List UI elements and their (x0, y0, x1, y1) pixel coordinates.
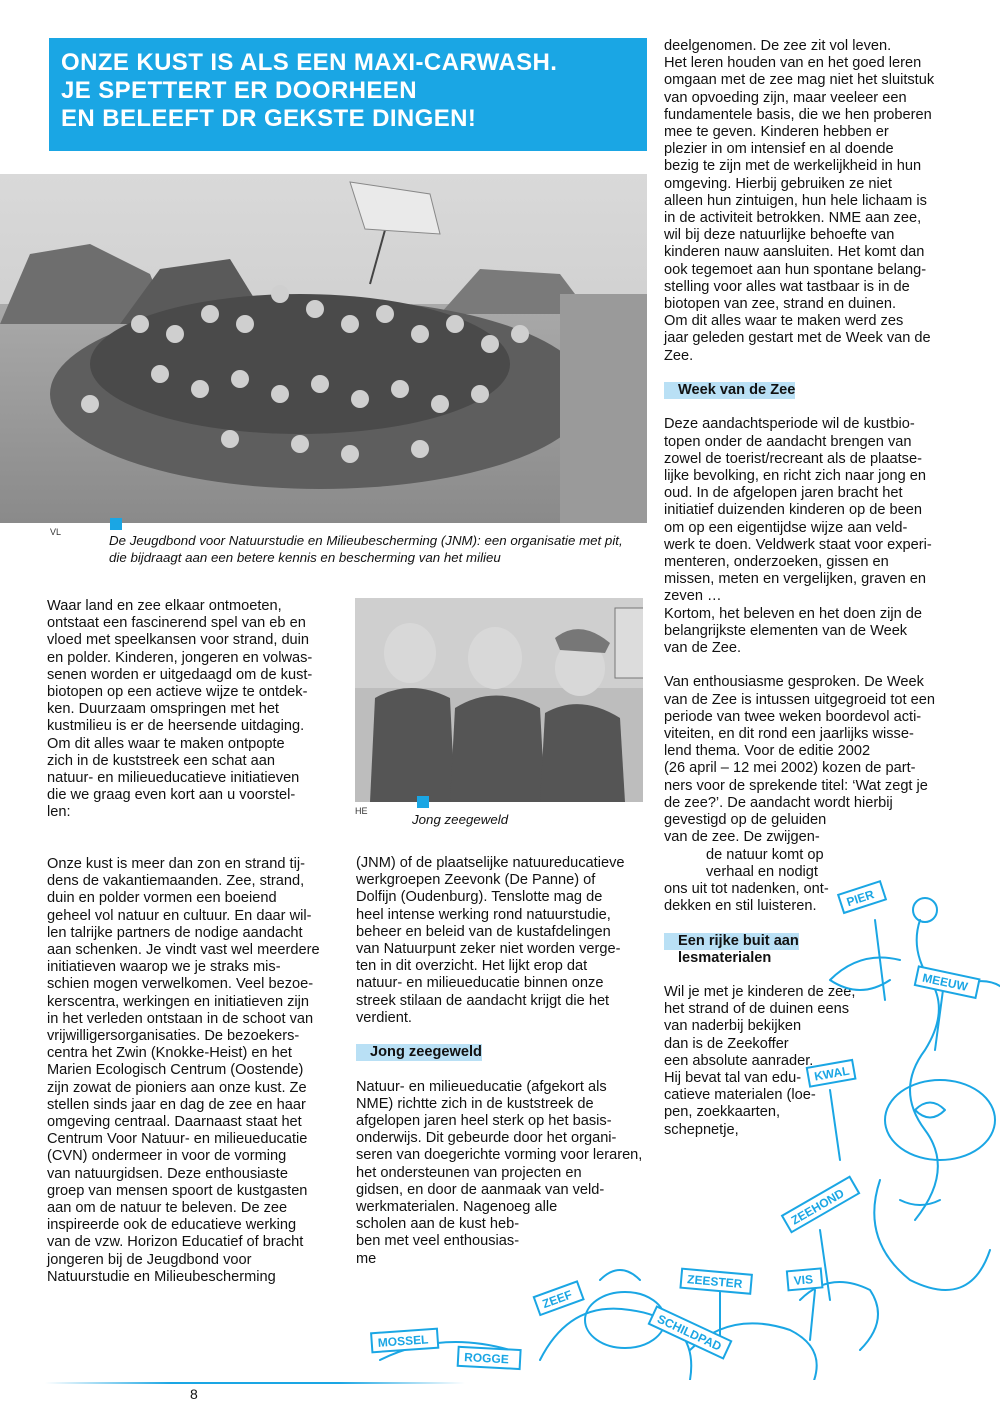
main-photo-caption (109, 532, 629, 566)
text-line: van naderbij bekijken (664, 1018, 802, 1035)
text-line: initiatieven waarop we je straks mis- (47, 959, 281, 976)
text-line: de zee?’. De aandacht wordt hierbij (664, 794, 893, 811)
text-line: omgeving. Hierbij gebruiken ze niet (664, 175, 892, 192)
sea-creatures-illustration (360, 880, 1000, 1380)
text-line: viteiten, en dit rond een jaarlijks wisse- (664, 726, 914, 743)
text-line: NME) richtte zich in de kuststreek de (356, 1095, 594, 1112)
text-line: duin en polder vormen een boeiend (47, 890, 277, 907)
text-line: verdient. (356, 1009, 412, 1026)
col1-paragraph-1 (47, 598, 342, 822)
text-line: zijn zowat de pioniers aan onze kust. Ze (47, 1079, 307, 1096)
text-line: lijke bevolking, en richt zich naar jong en (664, 468, 927, 485)
text-line: biotopen op een actieve wijze te ontdek- (47, 684, 308, 701)
text-line: Deze aandachtsperiode wil de kustbio- (664, 416, 915, 433)
text-line: Onze kust is meer dan zon en strand tij- (47, 856, 305, 873)
text-line: dens de vakantiemaanden. Zee, strand, (47, 873, 305, 890)
text-line: het ondersteunen van projecten en (356, 1164, 582, 1181)
text-line: van Natuurpunt zeker niet worden verge- (356, 941, 621, 958)
text-line: pen, zoekkaarten, (664, 1104, 781, 1121)
text-line: ons uit tot nadenken, ont- (664, 880, 829, 897)
text-line: geheel vol natuur en cultuur. En daar wil- (47, 907, 312, 924)
text-line: ners voor de sprekende titel: ‘Wat zegt je (664, 777, 928, 794)
text-line: vrijwilligersorganisaties. De bezoekers- (47, 1028, 300, 1045)
text-line: belangrijkste elementen van de Week (664, 622, 908, 639)
text-line: gevestigd op de geluiden (664, 812, 827, 829)
text-line: zeven … (664, 588, 722, 605)
text-line: menteren, onderzoeken, gissen en (664, 554, 889, 571)
text-line: (CVN) ondermeer in voor de vorming (47, 1148, 287, 1165)
text-line: ben met veel enthousias- (356, 1233, 520, 1250)
text-line: van de zee. De zwijgen- (664, 829, 820, 846)
text-line: Natuurstudie en Milieubescherming (47, 1268, 276, 1285)
text-line: werkgroepen Zeevonk (De Panne) of (356, 872, 596, 889)
text-line: ten in dit overzicht. Het lijkt erop dat (356, 958, 588, 975)
main-photo-credit: VL (50, 527, 62, 537)
text-line: aan om de natuur te beleven. De zee (47, 1200, 288, 1217)
text-line: ken. Duurzaam omspringen met het (47, 701, 279, 718)
text-line: in de activiteit betrokken. NME aan zee, (664, 210, 922, 227)
text-line: omgaan met de zee mag niet het sluitstuk (664, 72, 935, 89)
text-line: het strand of de duinen eens (664, 1001, 849, 1018)
text-line: zowel de toerist/recreant als de plaatse- (664, 450, 922, 467)
text-line: Natuur- en milieueducatie (afgekort als (356, 1078, 607, 1095)
text-line: van de Zee is intussen uitgegroeid tot een (664, 691, 935, 708)
subhead-line-1: Een rijke buit aan (678, 932, 799, 949)
text-line: die we graag even kort aan u voorstel- (47, 787, 296, 804)
text-line: fundamentele basis, die we hen proberen (664, 106, 932, 123)
sign-pier: PIER (844, 887, 876, 910)
subhead-jong-zeegeweld: Jong zeegeweld (356, 1044, 482, 1061)
text-line: lend thema. Voor de editie 2002 (664, 743, 871, 760)
text-line: Waar land en zee elkaar ontmoeten, (47, 598, 282, 614)
text-line: (26 april – 12 mei 2002) kozen de part- (664, 760, 916, 777)
text-line: aan schenken. Je vindt vast wel meerdere (47, 942, 320, 959)
text-line: natuur- en milieueducatie binnen onze (356, 975, 604, 992)
text-line: Het leren houden van en het goed leren (664, 55, 922, 72)
text-line: verhaal en nodigt (706, 863, 818, 880)
text-line: kustmilieu is er de heersende uitdaging. (47, 718, 305, 735)
text-line: senen worden er uitgedaagd om de kust- (47, 666, 313, 683)
text-line: schien mogen verwelkomen. Veel bezoe- (47, 976, 314, 993)
text-line: zich in de kuststreek een schat aan (47, 752, 275, 769)
text-line: afgelopen jaren heel sterk op het basis- (356, 1113, 612, 1130)
sign-rogge: ROGGE (463, 1350, 510, 1367)
text-line: een absolute aanrader. (664, 1052, 814, 1069)
text-line: van de Zee. (664, 640, 742, 657)
page-number: 8 (190, 1386, 198, 1402)
text-line: alleen hun zintuigen, hun hele lichaam is (664, 192, 927, 209)
text-line: mee te geven. Kinderen hebben er (664, 124, 889, 141)
text-line: gidsen, en door de aanmaak van veld- (356, 1181, 605, 1198)
text-line: initiatief duizenden kinderen op de been (664, 502, 923, 519)
text-line: stellen sinds jaar en dag de zee en haar (47, 1096, 306, 1113)
small-photo-caption: Jong zeegeweld (412, 812, 509, 827)
text-line: topen onder de aandacht brengen van (664, 433, 912, 450)
headline-banner (49, 38, 647, 151)
text-line: werk te doen. Veldwerk staat voor experi- (664, 536, 932, 553)
text-line: Wil je met je kinderen de zee, (664, 983, 856, 1000)
text-line: jaar geleden gestart met de Week van de (664, 330, 931, 347)
text-line: Om dit alles waar te maken werd zes (664, 313, 904, 330)
text-line: in het verleden ontstaan in de schoot van (47, 1010, 314, 1027)
text-line: kerscentra, werkingen en initiatieven zijn (47, 993, 310, 1010)
text-line: van de vzw. Horizon Educatief of bracht (47, 1234, 304, 1251)
sign-zeef: ZEEF (540, 1287, 575, 1312)
main-photo (0, 174, 647, 523)
col3-paragraph-2 (664, 416, 964, 657)
small-photo (355, 598, 643, 802)
text-line: Van enthousiasme gesproken. De Week (664, 674, 924, 691)
sign-vis: VIS (793, 1272, 814, 1288)
footer-rule (45, 1382, 465, 1384)
text-line: scholen aan de kust heb- (356, 1216, 520, 1233)
sign-mossel: MOSSEL (377, 1332, 429, 1350)
text-line: bezig te zijn met de werkelijkheid in hun (664, 158, 922, 175)
text-line: len talrijke partners de nodige aandacht (47, 924, 303, 941)
text-line: Zee. (664, 347, 694, 364)
text-line: centra het Zwin (Knokke-Heist) en het (47, 1045, 292, 1062)
headline-line-1: ONZE KUST IS ALS EEN MAXI-CARWASH. (61, 49, 558, 76)
text-line: dekken en stil luisteren. (664, 898, 817, 915)
caption-marker (110, 518, 122, 530)
text-line: van natuurgidsen. Deze enthousiaste (47, 1165, 288, 1182)
subhead-line-2: lesmaterialen (678, 949, 772, 966)
text-line: wil bij deze natuurlijke behoefte van (664, 227, 895, 244)
text-line: Marien Ecologisch Centrum (Oostende) (47, 1062, 304, 1079)
text-line: catieve materialen (loe- (664, 1087, 816, 1104)
text-line: jongeren bij de Jeugdbond voor (47, 1251, 252, 1268)
text-line: om op een eigentijdse wijze aan veld- (664, 519, 908, 536)
text-line: Om dit alles waar te maken ontpopte (47, 735, 285, 752)
text-line: en polder. Kinderen, jongeren en volwas- (47, 649, 313, 666)
text-line: heel intense werking rond natuurstudie, (356, 906, 611, 923)
subhead-week-van-de-zee: Week van de Zee (664, 382, 795, 399)
text-line: ontstaat een fascinerend spel van eb en (47, 615, 306, 632)
text-line: biotopen van zee, strand en duinen. (664, 296, 897, 313)
text-line: ook tegemoet aan hun spontane belang- (664, 261, 927, 278)
text-line: seren van doegerichte vorming voor leraren, (356, 1147, 643, 1164)
text-line: kinderen nauw aansluiten. Het komt dan (664, 244, 925, 261)
headline-line-2: JE SPETTERT ER DOORHEEN (61, 77, 417, 104)
text-line: deelgenomen. De zee zit vol leven. (664, 38, 892, 54)
sign-meeuw: MEEUW (921, 970, 970, 994)
small-photo-credit: HE (355, 806, 368, 816)
text-line: dan is de Zeekoffer (664, 1035, 789, 1052)
col3-paragraph-1 (664, 38, 964, 365)
small-caption-marker (417, 796, 429, 808)
text-line: streek stilaan de aandacht krijgt die het (356, 992, 610, 1009)
column-1 (47, 598, 342, 1286)
text-line: omgeving centraal. Daarnaast staat het (47, 1114, 302, 1131)
sign-kwal: KWAL (813, 1063, 851, 1084)
text-line: de natuur komt op (706, 846, 824, 863)
text-line: oud. In de afgelopen jaren bracht het (664, 485, 903, 502)
text-line: missen, meten en vergelijken, graven en (664, 571, 927, 588)
text-line: me (356, 1250, 377, 1267)
sign-zeehond: ZEEHOND (788, 1186, 847, 1228)
text-line: van opvoeding zijn, maar veeleer een (664, 89, 907, 106)
text-line: inspireerde ook de educatieve werking (47, 1217, 297, 1234)
text-line: beheer en beleid van de kustafdelingen (356, 923, 611, 940)
main-photo-caption-line-2: die bijdraagt aan een betere kennis en bescherming van het milieu (109, 550, 501, 565)
text-line: periode van twee weken boordevol acti- (664, 708, 922, 725)
text-line: len: (47, 804, 71, 821)
text-line: werkmaterialen. Nagenoeg alle (356, 1199, 558, 1216)
text-line: groep van mensen spoort de kustgasten (47, 1182, 308, 1199)
text-line: onderwijs. Dit gebeurde door het organi- (356, 1130, 617, 1147)
main-photo-caption-line-1: De Jeugdbond voor Natuurstudie en Milieubescherming (JNM): een organisatie met pit, (109, 533, 623, 548)
text-line: stelling voor alles wat tastbaar is in de (664, 278, 910, 295)
text-line: plezier in om intensief en al doende (664, 141, 894, 158)
text-line: schepnetje, (664, 1121, 739, 1138)
text-line: vloed met speelkansen voor strand, duin (47, 632, 310, 649)
sign-zeester: ZEESTER (686, 1272, 743, 1291)
headline-line-3: EN BELEEFT DR GEKSTE DINGEN! (61, 105, 477, 132)
text-line: (JNM) of de plaatselijke natuureducatieve (356, 855, 625, 871)
text-line: Dolfijn (Oudenburg). Tenslotte mag de (356, 889, 603, 906)
text-line: Hij bevat tal van edu- (664, 1069, 802, 1086)
text-line: Kortom, het beleven en het doen zijn de (664, 605, 922, 622)
sign-schildpad: SCHILDPAD (655, 1311, 724, 1354)
text-line: Centrum Voor Natuur- en milieueducatie (47, 1131, 308, 1148)
text-line: natuur- en milieueducatieve initiatieven (47, 770, 300, 787)
col1-paragraph-2 (47, 856, 342, 1286)
